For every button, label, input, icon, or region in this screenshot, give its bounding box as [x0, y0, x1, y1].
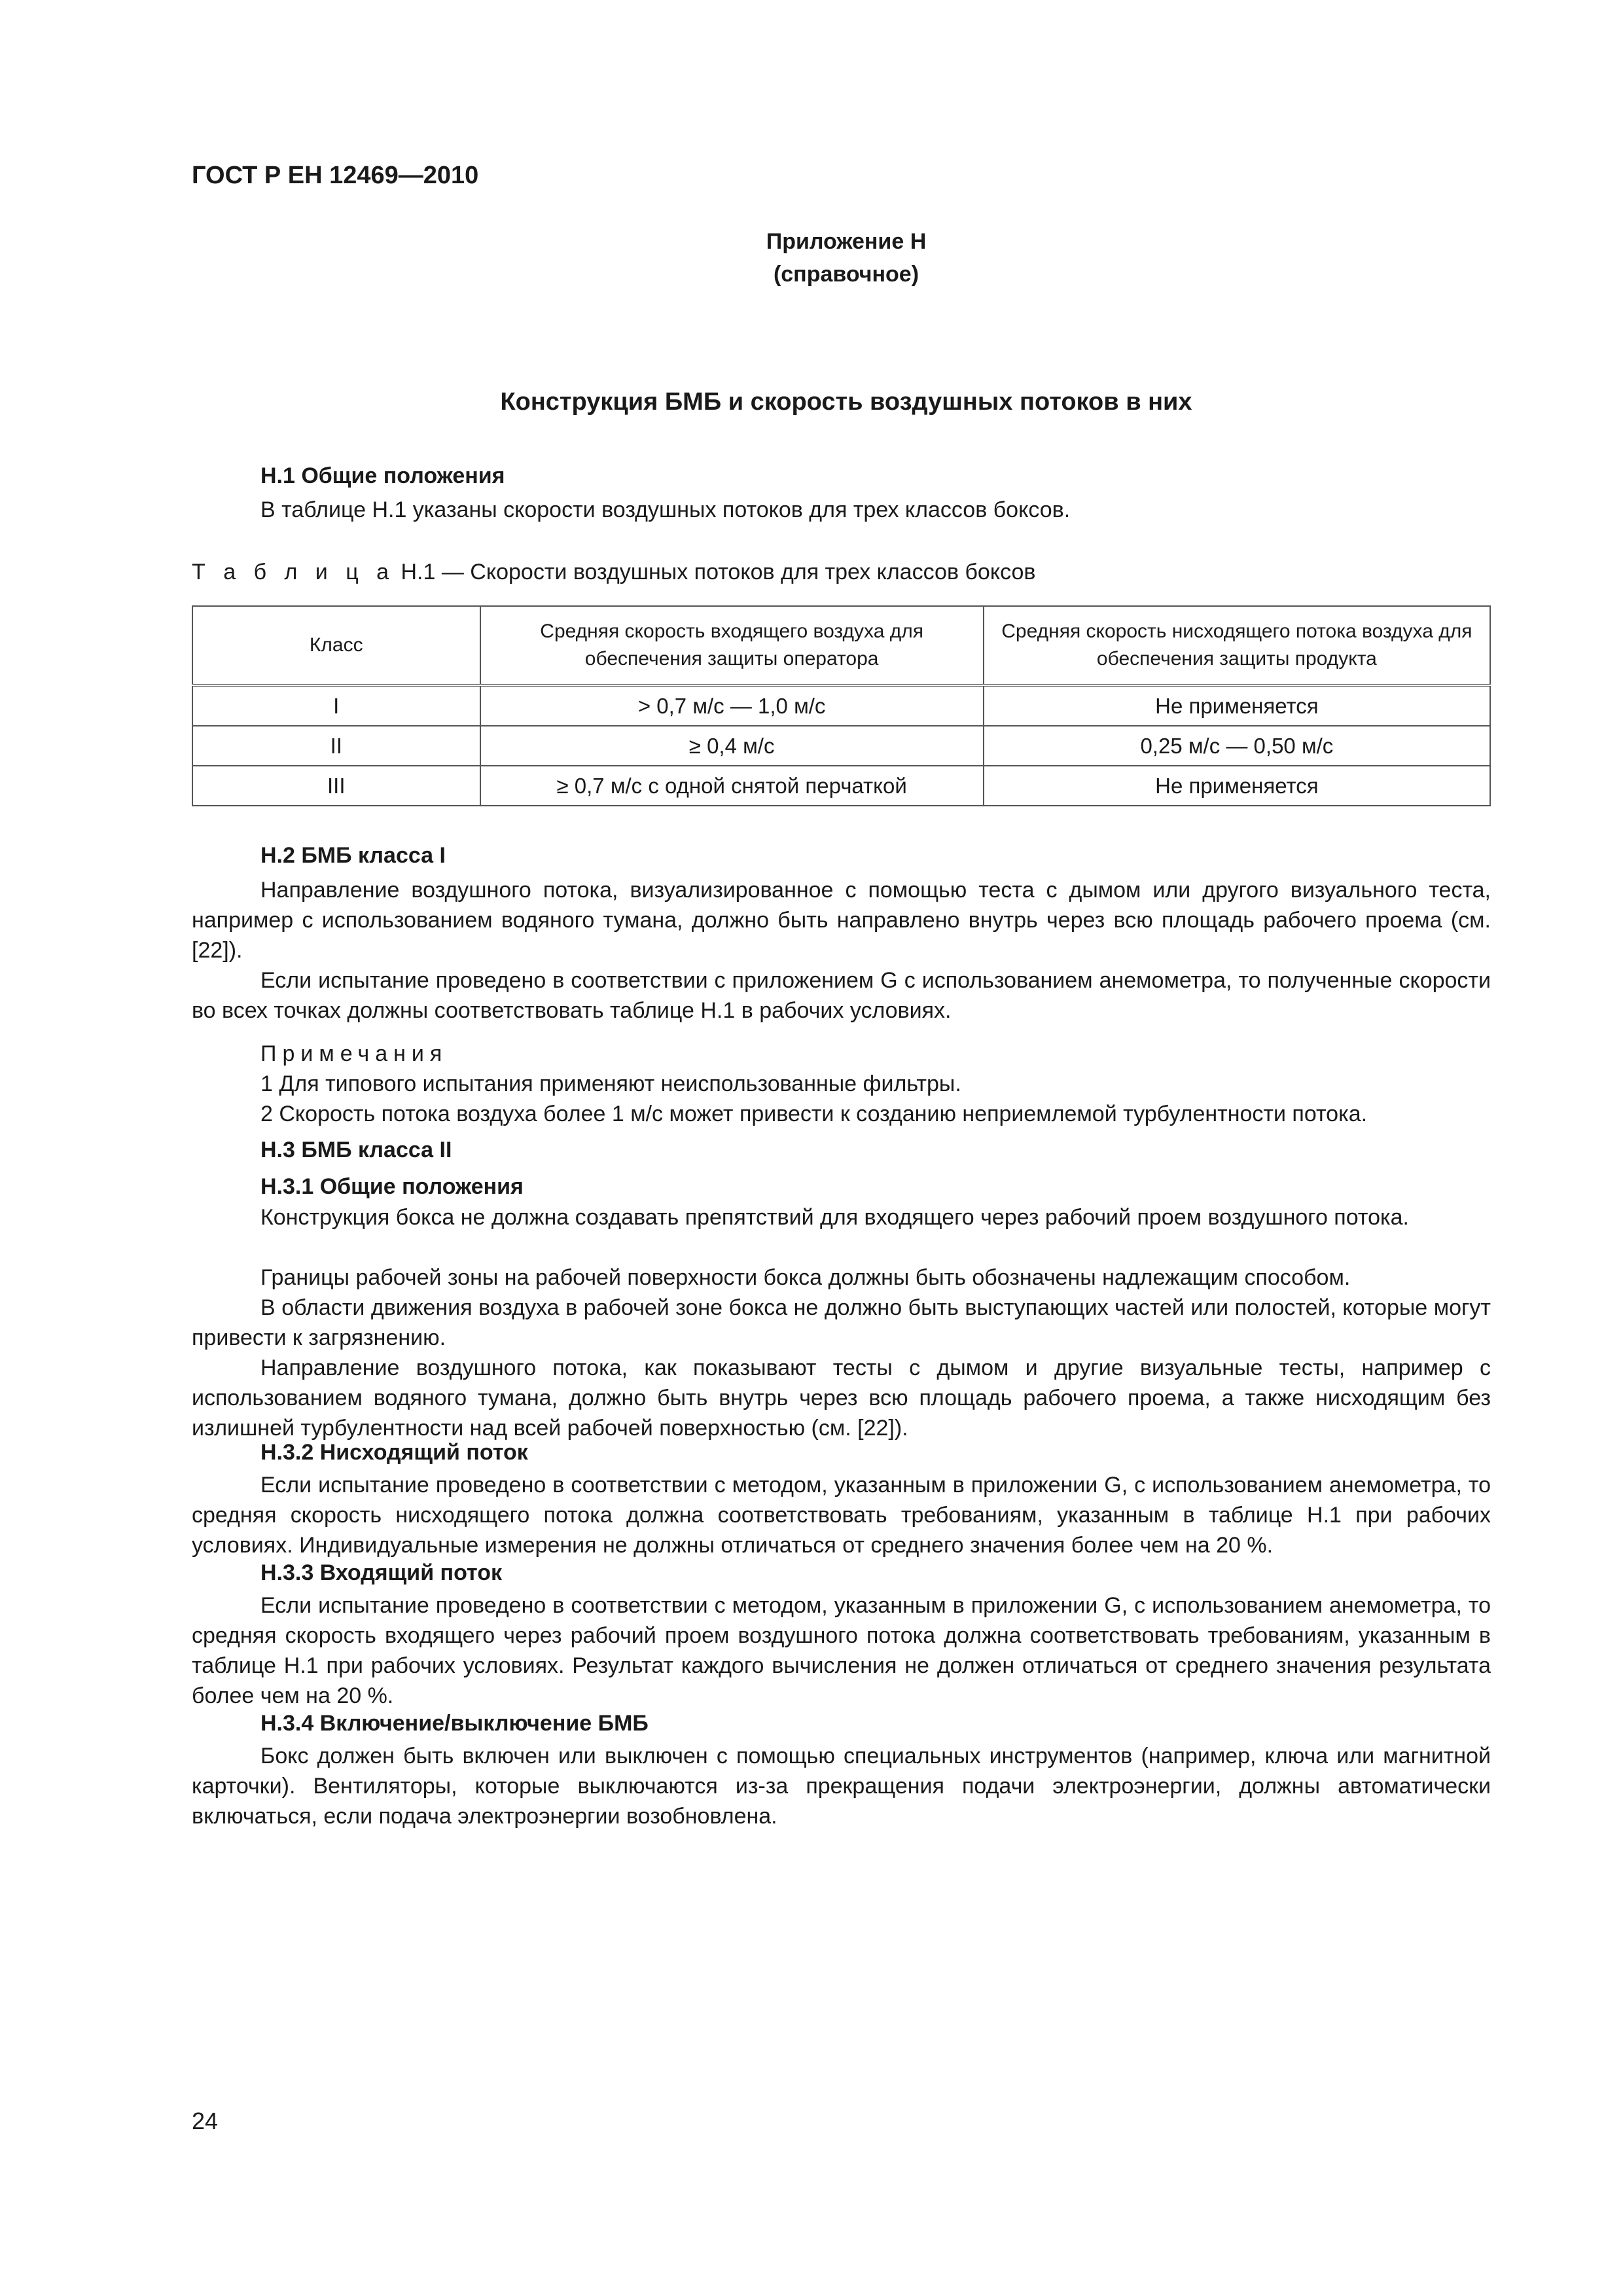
table-cell: > 0,7 м/с — 1,0 м/с: [480, 685, 984, 726]
subsection-h3-3-paragraph: Если испытание проведено в соответствии с методом, указанным в приложении G, с использованием анемометра, то средняя скорость входящего через рабочий проем воздушного потока должна соответствовать требованиям, указанным в таблице Н.1 при рабочих условиях. Результат каждого вычисления не должен отличаться от среднего значения результата более чем на 20 %.: [192, 1593, 1491, 1708]
table-header-cell: Средняя скорость нисходящего потока воздуха для обеспечения защиты продукта: [984, 606, 1490, 685]
notes-heading: Примечания: [260, 1041, 448, 1066]
section-h3-heading: Н.3 БМБ класса II: [260, 1138, 452, 1162]
table-cell: 0,25 м/с — 0,50 м/с: [984, 726, 1490, 766]
section-h2-paragraph-2: Если испытание проведено в соответствии с приложением G с использованием анемометра, то полученные скорости во всех точках должны соответствовать таблице Н.1 в рабочих условиях.: [192, 968, 1491, 1023]
table-row: [192, 766, 1490, 806]
section-h2-heading: Н.2 БМБ класса I: [260, 843, 446, 868]
table-row: [192, 685, 1490, 726]
subsection-h3-2-heading: Н.3.2 Нисходящий поток: [260, 1440, 528, 1465]
subsection-h3-1-paragraph-2: Границы рабочей зоны на рабочей поверхности бокса должны быть обозначены надлежащим способом.: [260, 1265, 1351, 1290]
subsection-h3-3-heading: Н.3.3 Входящий поток: [260, 1560, 503, 1585]
airflow-table: [192, 605, 1491, 806]
table-header-cell: Класс: [192, 606, 480, 685]
page-number: 24: [192, 2108, 219, 2134]
table-row: [192, 726, 1490, 766]
table-cell: ≥ 0,4 м/с: [480, 726, 984, 766]
table-cell: Не применяется: [984, 685, 1490, 726]
section-h1-heading: Н.1 Общие положения: [260, 463, 505, 488]
table-cell: Не применяется: [984, 766, 1490, 806]
subsection-h3-2-paragraph: Если испытание проведено в соответствии с методом, указанным в приложении G, с использованием анемометра, то средняя скорость нисходящего потока должна соответствовать требованиям, указанным в таблице Н.1 при рабочих условиях. Индивидуальные измерения не должны отличаться от среднего значения более чем на 20 %.: [192, 1473, 1491, 1558]
subsection-h3-1-paragraph-1: Конструкция бокса не должна создавать препятствий для входящего через рабочий проем воздушного потока.: [260, 1205, 1409, 1230]
table-caption-prefix: Т а б л и ц а: [192, 560, 395, 584]
annex-type: (справочное): [773, 262, 919, 287]
section-h2-paragraph-1: Направление воздушного потока, визуализированное с помощью теста с дымом или другого визуального теста, например с использованием водяного тумана, должно быть направлено внутрь через всю площадь рабочего проема (см. [22]).: [192, 878, 1491, 963]
table-cell: III: [192, 766, 480, 806]
table-cell: I: [192, 685, 480, 726]
table-header-row: [192, 606, 1490, 685]
subsection-h3-4-paragraph: Бокс должен быть включен или выключен с помощью специальных инструментов (например, ключа или магнитной карточки). Вентиляторы, которые выключаются из-за прекращения подачи электроэнергии, должны автоматически включаться, если подача электроэнергии возобновлена.: [192, 1744, 1491, 1829]
subsection-h3-1-paragraph-4: Направление воздушного потока, как показывают тесты с дымом и другие визуальные тесты, например с использованием водяного тумана, должно быть внутрь через всю площадь рабочего проема, а также нисходящим без излишней турбулентности над всей рабочей поверхностью (см. [22]).: [192, 1355, 1491, 1441]
section-h1-text: В таблице Н.1 указаны скорости воздушных потоков для трех классов боксов.: [260, 497, 1071, 522]
subsection-h3-1-paragraph-3: В области движения воздуха в рабочей зоне бокса не должно быть выступающих частей или полостей, которые могут привести к загрязнению.: [192, 1295, 1491, 1350]
annex-title: Конструкция БМБ и скорость воздушных потоков в них: [500, 388, 1192, 416]
table-header-cell: Средняя скорость входящего воздуха для обеспечения защиты оператора: [480, 606, 984, 685]
note-1: 1 Для типового испытания применяют неиспользованные фильтры.: [260, 1071, 961, 1096]
table-caption-text: Н.1 — Скорости воздушных потоков для трех классов боксов: [395, 560, 1036, 584]
subsection-h3-4-heading: Н.3.4 Включение/выключение БМБ: [260, 1711, 649, 1736]
standard-number: ГОСТ Р ЕН 12469—2010: [192, 162, 479, 189]
annex-label: Приложение Н: [766, 229, 927, 254]
subsection-h3-1-heading: Н.3.1 Общие положения: [260, 1174, 524, 1199]
table-cell: II: [192, 726, 480, 766]
table-caption: [192, 560, 1035, 585]
note-2: 2 Скорость потока воздуха более 1 м/с может привести к созданию неприемлемой турбулентности потока.: [260, 1102, 1368, 1126]
table-cell: ≥ 0,7 м/с с одной снятой перчаткой: [480, 766, 984, 806]
